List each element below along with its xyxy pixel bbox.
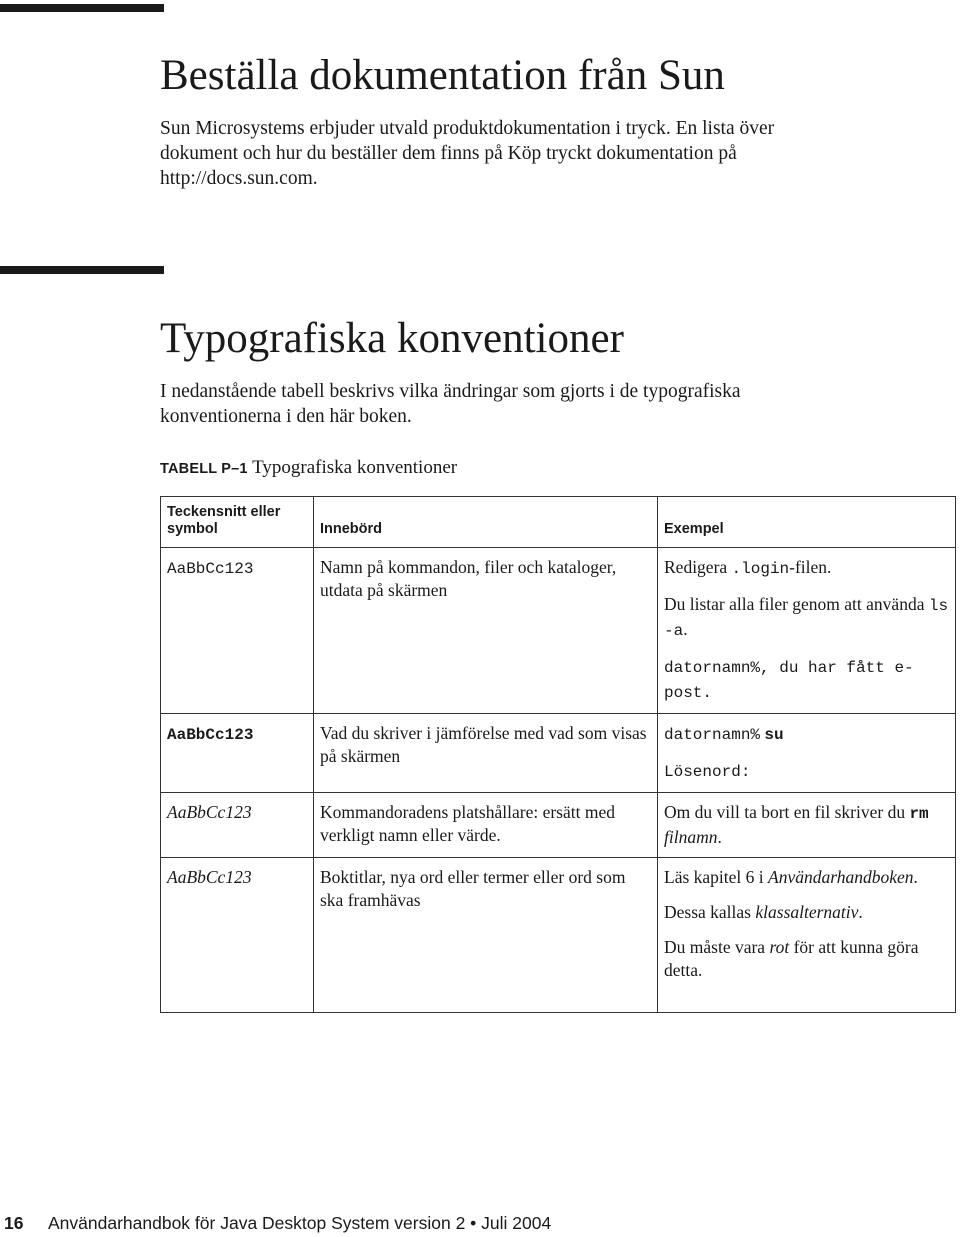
heading-typographic-conventions: Typografiska konventioner [160,315,624,362]
example-text: Läs kapitel 6 i [664,867,769,887]
conventions-line: I nedanstående tabell beskrivs vilka ändringar som gjorts i de typografiska [160,381,741,402]
table-row [161,714,956,793]
table-row [161,793,956,858]
table-caption-title: Typografiska konventioner [252,457,458,478]
heading-ordering-docs: Beställa dokumentation från Sun [160,52,725,99]
example-italic: filnamn [664,827,718,847]
example-line [664,866,949,889]
meaning-cell: Boktitlar, nya ord eller termer eller ord som ska framhävas [314,858,658,1013]
example-code: datornamn% [664,726,761,744]
example-text: Du måste vara [664,937,770,957]
example-code: datornamn%, du har fått e-post [664,659,914,702]
font-sample [161,714,314,793]
example-code: . [702,684,713,702]
font-sample-text: AaBbCc123 [167,726,254,744]
example-code: Lösenord: [664,763,751,781]
section-rule-top [0,4,164,12]
ordering-docs-line: dokument och hur du beställer dem finns på Köp tryckt dokumentation på [160,143,737,164]
header-text: symbol [167,521,218,537]
font-sample [161,858,314,1013]
example-text: . [913,867,918,887]
example-code-bold: rm [909,805,929,823]
meaning-cell: Vad du skriver i jämförelse med vad som visas på skärmen [314,714,658,793]
table-row [161,858,956,1013]
example-cell [658,714,956,793]
ordering-docs-line: Sun Microsystems erbjuder utvald produktdokumentation i tryck. En lista över [160,118,775,139]
example-text: Redigera [664,557,732,577]
example-line [664,655,949,705]
example-text: . [858,902,863,922]
font-sample [161,548,314,714]
font-sample-text: AaBbCc123 [167,560,254,578]
example-line [664,936,949,982]
example-line [664,901,949,924]
header-example: Exempel [658,497,956,548]
page-number: 16 [4,1213,24,1233]
table-header-row [161,497,956,548]
example-italic: Användarhandboken [768,867,914,887]
example-text: Dessa kallas [664,902,756,922]
header-text: Teckensnitt eller [167,504,281,520]
example-line [664,556,949,581]
example-cell [658,858,956,1013]
example-line [664,801,949,849]
example-cell [658,548,956,714]
meaning-cell: Namn på kommandon, filer och kataloger, utdata på skärmen [314,548,658,714]
example-text: Om du vill ta bort en fil skriver du [664,802,910,822]
conventions-paragraph [160,379,900,429]
example-line [664,759,949,784]
conventions-line: konventionerna i den här boken. [160,406,412,427]
example-code-bold: su [764,726,784,744]
example-cell [658,793,956,858]
footer-title: Användarhandbok för Java Desktop System version 2 • Juli 2004 [48,1213,552,1233]
table-row [161,548,956,714]
font-sample-text: AaBbCc123 [167,867,252,887]
header-font-symbol [161,497,314,548]
example-text: för att kunna göra detta. [664,937,919,980]
example-text: . [717,827,722,847]
example-italic: rot [769,937,790,957]
example-line [664,593,949,643]
section-rule-middle [0,266,164,274]
ordering-docs-link[interactable]: http://docs.sun.com. [160,168,318,189]
example-line [664,722,949,747]
table-caption [160,456,457,481]
example-text: Du listar alla filer genom att använda [664,594,929,614]
example-italic: klassalternativ [755,902,859,922]
example-code: ls -a [664,597,949,640]
example-code: .login [731,560,790,578]
header-meaning: Innebörd [314,497,658,548]
meaning-cell: Kommandoradens platshållare: ersätt med verkligt namn eller värde. [314,793,658,858]
example-text: -filen. [789,557,832,577]
ordering-docs-paragraph [160,116,900,191]
example-text: . [683,619,688,639]
conventions-table [160,496,956,1013]
font-sample-text: AaBbCc123 [167,802,252,822]
font-sample [161,793,314,858]
table-caption-label: TABELL P–1 [160,461,248,477]
